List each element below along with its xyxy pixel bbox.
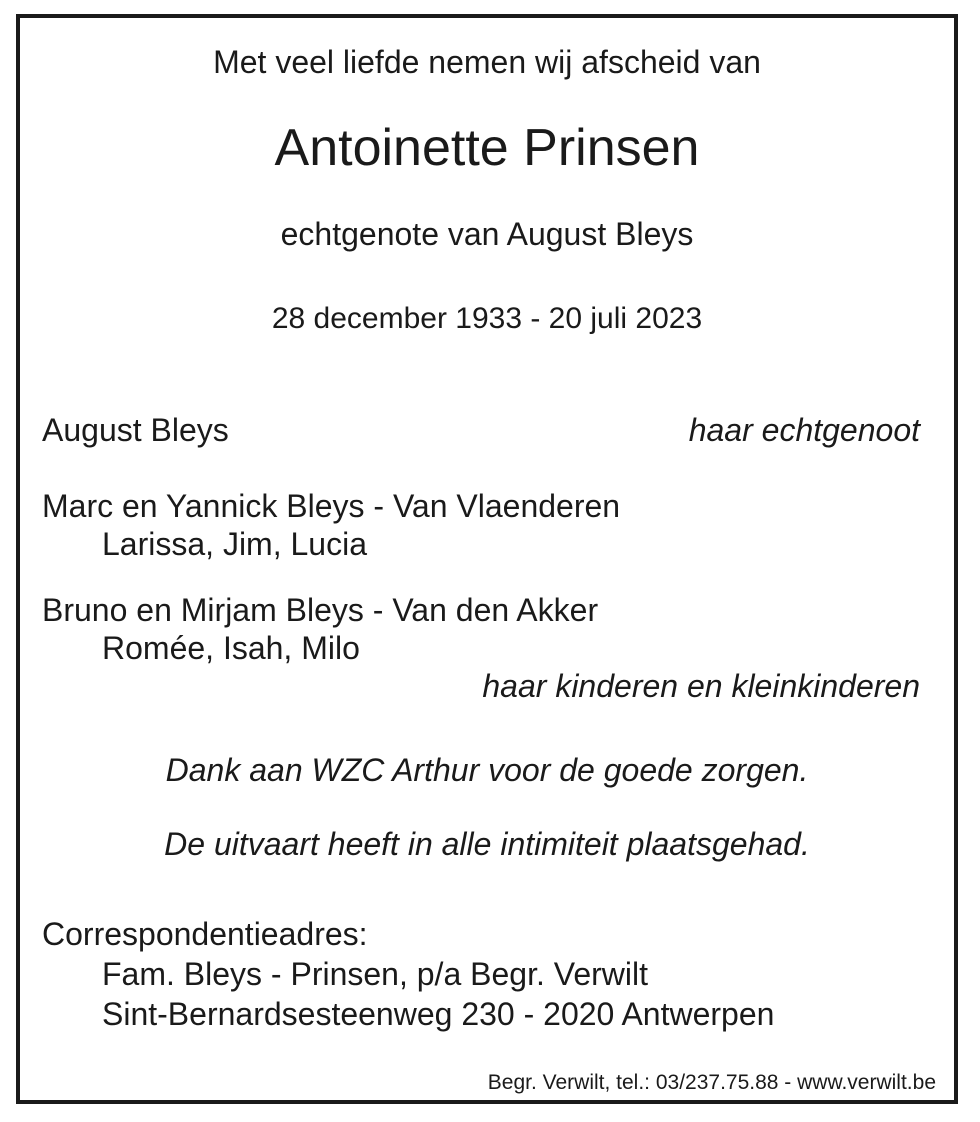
child-family-1-grandchildren: Larissa, Jim, Lucia (102, 526, 367, 562)
spouse-line: echtgenote van August Bleys (280, 216, 694, 252)
obituary-frame (16, 14, 958, 1104)
intro-text: Met veel liefde nemen wij afscheid van (213, 44, 761, 80)
funeral-home-credit: Begr. Verwilt, tel.: 03/237.75.88 - www.verwilt.be (487, 1071, 936, 1094)
child-family-1-parents: Marc en Yannick Bleys - Van Vlaenderen (42, 488, 621, 524)
funeral-message: De uitvaart heeft in alle intimiteit plaatsgehad. (164, 826, 810, 862)
husband-role: haar echtgenoot (688, 412, 920, 448)
life-dates: 28 december 1933 - 20 juli 2023 (271, 302, 703, 335)
correspondence-name: Fam. Bleys - Prinsen, p/a Begr. Verwilt (102, 956, 648, 992)
correspondence-address: Sint-Bernardsesteenweg 230 - 2020 Antwerpen (102, 996, 775, 1032)
child-family-2-grandchildren: Romée, Isah, Milo (102, 630, 360, 666)
thanks-message: Dank aan WZC Arthur voor de goede zorgen. (165, 752, 809, 788)
child-family-2-parents: Bruno en Mirjam Bleys - Van den Akker (42, 592, 599, 628)
deceased-name: Antoinette Prinsen (274, 119, 700, 177)
husband-name: August Bleys (42, 412, 229, 448)
children-role: haar kinderen en kleinkinderen (482, 668, 920, 704)
correspondence-label: Correspondentieadres: (42, 916, 368, 952)
